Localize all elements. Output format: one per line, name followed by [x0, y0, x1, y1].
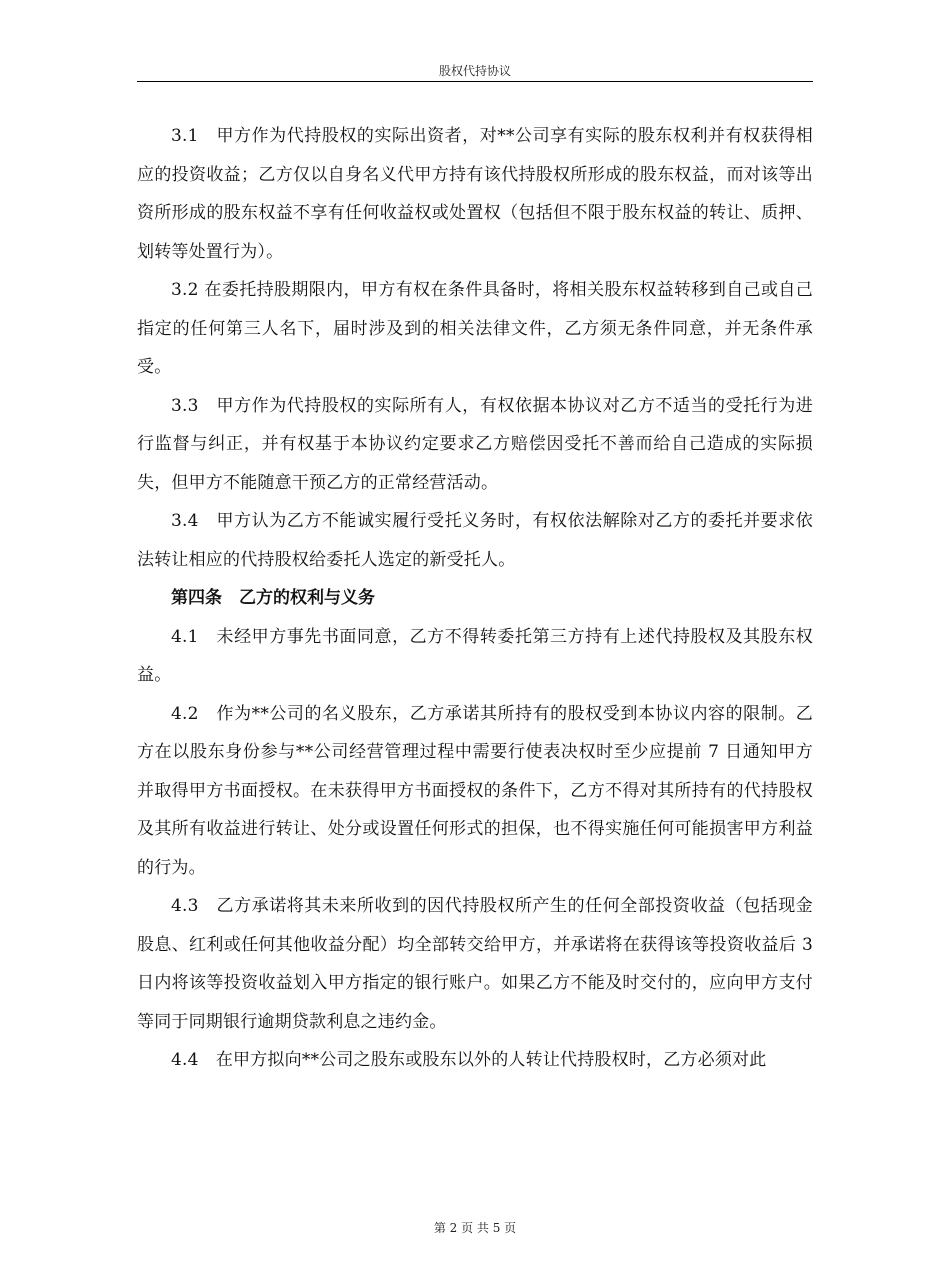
clause-4-2: 4.2 作为**公司的名义股东，乙方承诺其所持有的股权受到本协议内容的限制。乙方在以股东身份参与**公司经营管理过程中需要行使表决权时至少应提前 7 日通知甲方并取得甲方书面授权。在未获得甲方书面授权的条件下，乙方不得对其所持有的代持股权及其所有收益进行转让、处分或设置任何形式的担保，也不得实施任何可能损害甲方利益的行为。 [137, 703, 813, 878]
article-4-heading: 第四条 乙方的权利与义务 [171, 588, 375, 608]
clause-4-3: 4.3 乙方承诺将其未来所收到的因代持股权所产生的任何全部投资收益（包括现金股息、红利或任何其他收益分配）均全部转交给甲方，并承诺将在获得该等投资收益后 3 日内将该等投资收益划入甲方指定的银行账户。如果乙方不能及时交付的，应向甲方支付等同于同期银行逾期贷款利息之违约金。 [137, 896, 813, 1032]
document-body [137, 117, 813, 1080]
clause-3-3: 3.3 甲方作为代持股权的实际所有人，有权依据本协议对乙方不适当的受托行为进行监督与纠正，并有权基于本协议约定要求乙方赔偿因受托不善而给自己造成的实际损失，但甲方不能随意干预乙方的正常经营活动。 [137, 395, 813, 493]
clause-4-1: 4.1 未经甲方事先书面同意，乙方不得转委托第三方持有上述代持股权及其股东权益。 [137, 626, 813, 685]
page-footer: 第 2 页 共 5 页 [433, 1221, 517, 1235]
clause-3-2: 3.2 在委托持股期限内，甲方有权在条件具备时，将相关股东权益转移到自己或自己指定的任何第三人名下，届时涉及到的相关法律文件，乙方须无条件同意，并无条件承受。 [137, 280, 813, 377]
clause-3-4: 3.4 甲方认为乙方不能诚实履行受托义务时，有权依法解除对乙方的委托并要求依法转让相应的代持股权给委托人选定的新受托人。 [137, 511, 813, 570]
clause-3-1: 3.1 甲方作为代持股权的实际出资者，对**公司享有实际的股东权利并有权获得相应的投资收益；乙方仅以自身名义代甲方持有该代持股权所形成的股东权益，而对该等出资所形成的股东权益不享有任何收益权或处置权（包括但不限于股东权益的转让、质押、划转等处置行为）。 [137, 126, 813, 262]
page-header: 股权代持协议 [137, 62, 813, 82]
clause-4-4: 4.4 在甲方拟向**公司之股东或股东以外的人转让代持股权时，乙方必须对此 [171, 1050, 767, 1070]
